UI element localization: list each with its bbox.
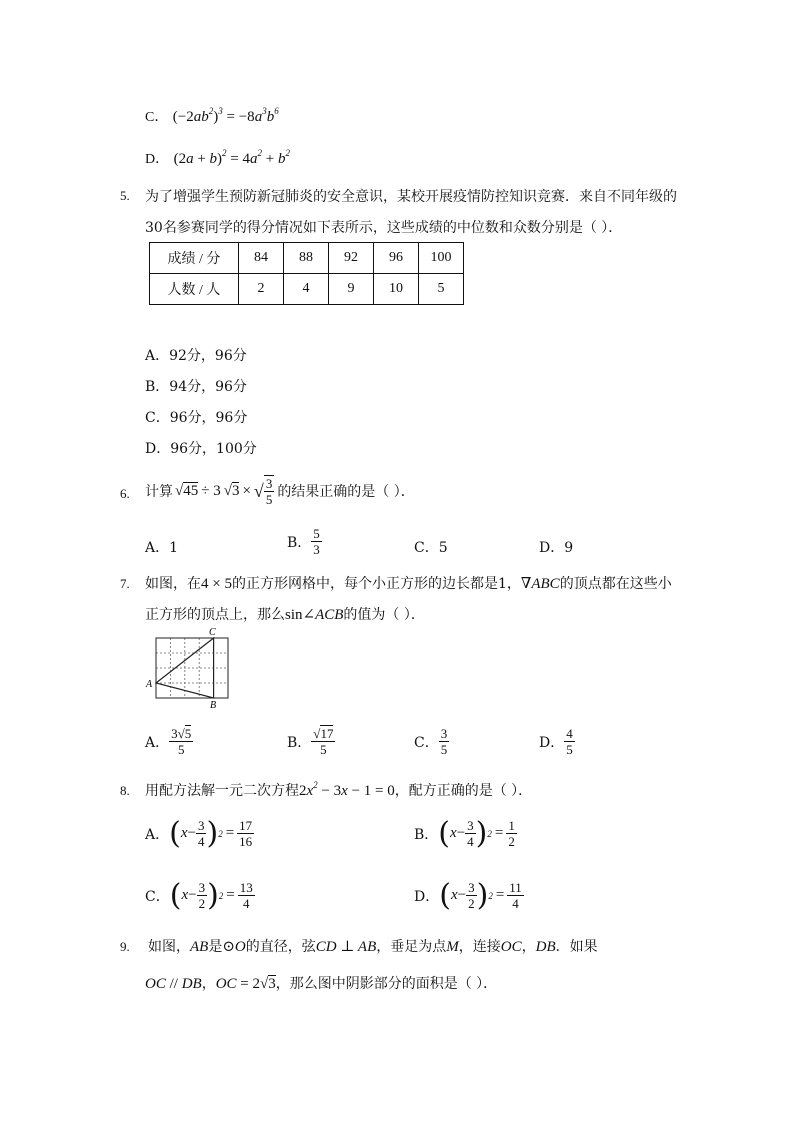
q7-sin-expression: sin∠ACB [285, 607, 344, 623]
q9-oc-parallel-db: OC // DB [145, 976, 202, 992]
q4-option-c-label: C． [145, 110, 169, 125]
q4-option-c[interactable] [145, 106, 279, 126]
q9-circle-o: ⊙O [222, 939, 246, 955]
q6-option-a[interactable]: A．1 [145, 540, 179, 556]
q6-stem-suffix: 的结果正确的是（ ）． [277, 484, 415, 500]
q9-stem-line1 [148, 936, 598, 956]
q8-option-b[interactable] [414, 815, 517, 851]
q5-option-b[interactable]: B．94分，96分 [145, 379, 247, 395]
q9-point-m: M [446, 939, 459, 955]
table-header-cell: 人数 / 人 [150, 274, 239, 305]
q8-option-d-formula: ( x − $\frac{3}{2}$ ) 2 = $\frac{11}{4}$ [439, 877, 522, 913]
q7-option-b-label: B． [287, 734, 312, 751]
q7-number: 7. [120, 576, 130, 591]
q7-option-a[interactable] [145, 726, 193, 757]
q9-stem-line2 [145, 973, 497, 993]
q8-number: 8. [120, 783, 130, 798]
q7-fig-label-a: A [146, 679, 153, 690]
q8-option-c[interactable] [145, 877, 255, 913]
q7-grid-figure [144, 624, 234, 710]
q6-stem-prefix: 计算 [145, 484, 173, 500]
q5-stem-line2: 30名参赛同学的得分情况如下表所示，这些成绩的中位数和众数分别是（ ）． [145, 220, 623, 236]
q7-option-d-label: D． [539, 734, 565, 751]
table-row [150, 274, 464, 305]
q8-option-b-label: B． [414, 826, 439, 843]
q7-line1-text-a: 如图，在 [145, 576, 201, 592]
q7-option-b[interactable] [287, 726, 335, 757]
q4-option-d[interactable] [145, 148, 290, 168]
q4-option-d-formula: $(2a + b)^2 = 4a^2 + b^2$ [173, 148, 290, 167]
q9-line1-g: ．如果 [555, 939, 598, 955]
q8-equation: $2x^2 - 3x - 1 = 0$ [299, 780, 395, 799]
q6-number: 6. [120, 486, 130, 501]
q8-stem-prefix: 用配方法解一元二次方程 [145, 783, 299, 799]
table-cell: 5 [419, 274, 464, 305]
q9-line1-e: ，连接 [458, 939, 501, 955]
q6-option-b[interactable] [287, 526, 322, 557]
q7-line2-text-b: 的值为（ ）． [343, 607, 425, 623]
q7-line2-text-a: 正方形的顶点上，那么 [145, 607, 285, 623]
table-cell: 2 [239, 274, 284, 305]
q8-stem [145, 780, 532, 800]
q7-option-a-value: $\frac{3√5}{5}$ [171, 726, 192, 757]
q7-triangle-symbol: ∇ABC [520, 576, 560, 592]
q8-option-c-label: C． [145, 888, 170, 905]
table-cell: 100 [419, 243, 464, 274]
table-cell: 4 [284, 274, 329, 305]
table-cell: 88 [284, 243, 329, 274]
q8-option-a[interactable] [145, 815, 254, 851]
q5-option-a[interactable]: A．92分，96分 [145, 348, 247, 364]
q8-option-a-label: A． [145, 826, 170, 843]
q9-cd-perp-ab: CD ⊥ AB [315, 939, 377, 955]
q7-grid-size: 4 × 5 [201, 576, 232, 592]
q4-option-c-formula: $(-2ab^2)^3 = -8a^3b^6$ [172, 106, 279, 125]
q7-line1-text-b: 的正方形网格中，每个小正方形的边长都是1， [231, 576, 521, 592]
q9-oc-value: OC = 2√3 [215, 976, 276, 992]
table-cell: 96 [374, 243, 419, 274]
q7-fig-label-c: C [209, 627, 216, 638]
q5-number: 5. [120, 188, 130, 203]
q7-option-c[interactable] [414, 726, 449, 757]
q9-number: 9. [120, 939, 130, 954]
q6-option-c[interactable]: C．5 [414, 540, 448, 556]
q7-fig-label-b: B [210, 700, 217, 710]
q7-option-c-label: C． [414, 734, 439, 751]
q5-stem-line1: 为了增强学生预防新冠肺炎的安全意识，某校开展疫情防控知识竞赛．来自不同年级的 [145, 189, 677, 205]
q9-line2-b: ，那么图中阴影部分的面积是（ ）． [275, 976, 498, 992]
q4-option-d-label: D． [145, 152, 170, 167]
q6-option-d[interactable]: D．9 [539, 540, 574, 556]
q9-line1-c: 的直径，弦 [245, 939, 316, 955]
q9-oc: OC [500, 939, 522, 955]
q7-option-a-label: A． [145, 734, 170, 751]
q9-line1-b: 是 [208, 939, 223, 955]
q9-line2-a: ， [201, 976, 216, 992]
q8-stem-suffix: ，配方正确的是（ ）． [394, 783, 533, 799]
q8-option-c-formula: ( x − $\frac{3}{2}$ ) 2 = $\frac{13}{4}$ [169, 877, 253, 913]
q7-option-b-value: $\frac{√17}{5}$ [313, 726, 334, 757]
q7-line1-text-c: 的顶点都在这些小 [559, 576, 672, 592]
table-cell: 9 [329, 274, 374, 305]
q6-stem [145, 475, 415, 507]
q7-stem-line1 [145, 573, 672, 593]
q6-option-b-value: $\frac{5}{3}$ [313, 526, 320, 557]
q9-line1-f: ， [521, 939, 536, 955]
q5-score-table [149, 242, 464, 305]
q5-option-d[interactable]: D．96分，100分 [145, 441, 257, 457]
q7-option-d[interactable] [539, 726, 575, 757]
q6-option-b-label: B． [287, 534, 312, 551]
table-cell: 92 [329, 243, 374, 274]
q9-ab: AB [190, 939, 209, 955]
table-cell: 84 [239, 243, 284, 274]
q6-expression: √ 45 ÷ 3 √ 3 × √ $\frac{3}{5}$ [175, 476, 273, 507]
q8-option-d[interactable] [414, 877, 524, 913]
q8-option-d-label: D． [414, 888, 440, 905]
q5-option-c[interactable]: C．96分，96分 [145, 410, 248, 426]
q8-option-a-formula: ( x − $\frac{3}{4}$ ) 2 = $\frac{17}{16}$ [169, 815, 253, 851]
table-header-cell: 成绩 / 分 [150, 243, 239, 274]
table-row [150, 243, 464, 274]
q9-line1-a: 如图， [148, 939, 190, 955]
q7-option-c-value: $\frac{3}{5}$ [440, 726, 448, 757]
q9-line1-d: ，垂足为点 [376, 939, 447, 955]
q7-option-d-value: $\frac{4}{5}$ [566, 726, 573, 757]
q7-stem-line2 [145, 604, 425, 624]
q9-db: DB [535, 939, 556, 955]
table-cell: 10 [374, 274, 419, 305]
q8-option-b-formula: ( x − $\frac{3}{4}$ ) 2 = $\frac{1}{2}$ [438, 815, 515, 851]
